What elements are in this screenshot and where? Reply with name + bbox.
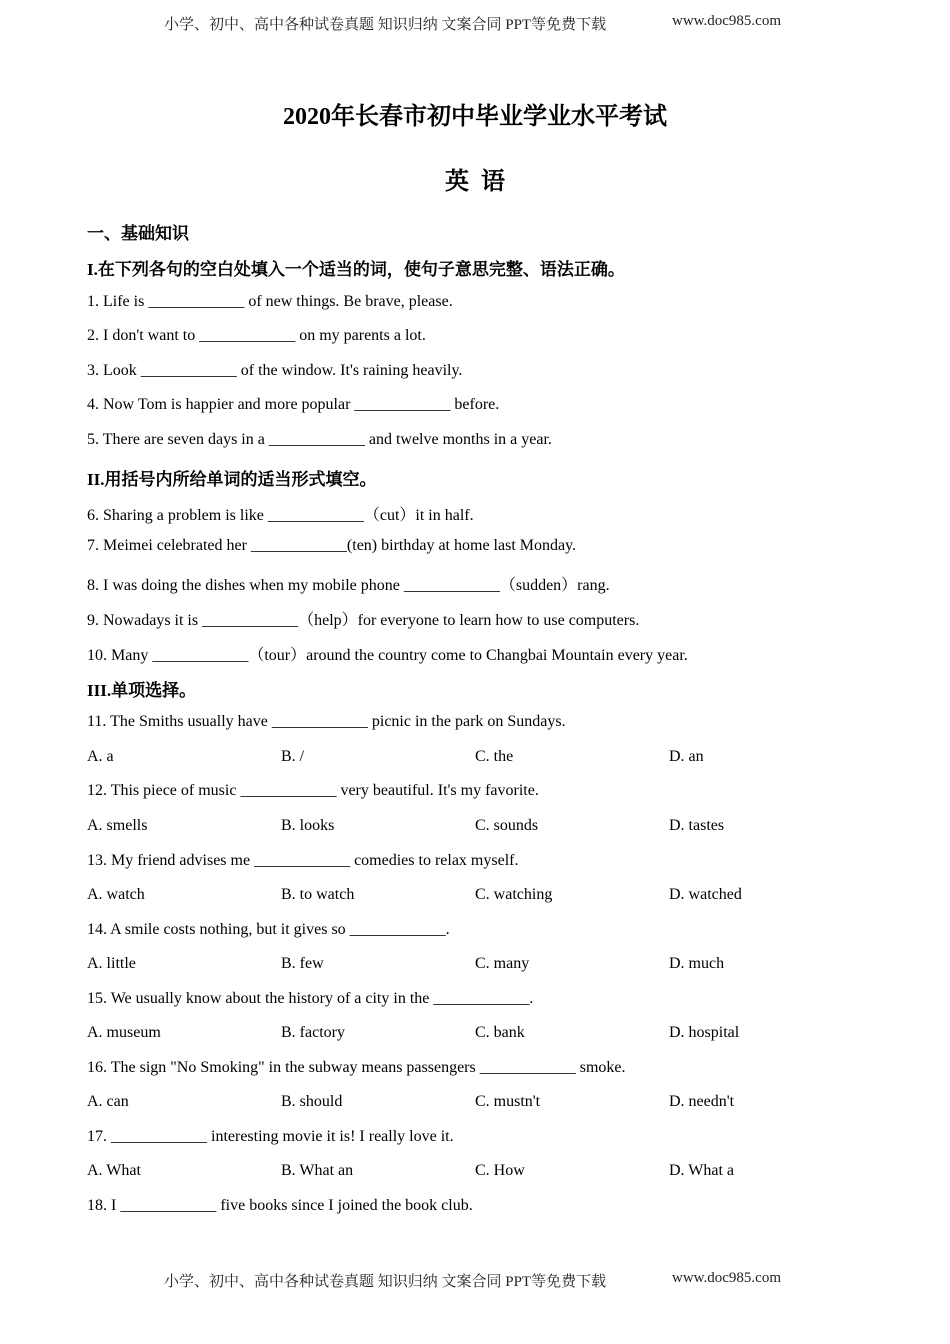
exam-subject: 英语 bbox=[445, 169, 517, 195]
question-line: 11. The Smiths usually have ____________ picnic in the park on Sundays. bbox=[87, 713, 566, 730]
option-c: C. sounds bbox=[475, 817, 539, 834]
section-heading: I.在下列各句的空白处填入一个适当的词，使句子意思完整、语法正确。 bbox=[87, 260, 625, 279]
option-c: C. the bbox=[475, 748, 514, 765]
option-a: A. museum bbox=[87, 1024, 161, 1041]
option-a: A. smells bbox=[87, 817, 148, 834]
question-line: 2. I don't want to ____________ on my parents a lot. bbox=[87, 327, 426, 344]
answer-options bbox=[87, 817, 887, 837]
question-line: 8. I was doing the dishes when my mobile phone ____________（sudden）rang. bbox=[87, 577, 610, 594]
question-line: 10. Many ____________（tour）around the country come to Changbai Mountain every year. bbox=[87, 647, 688, 664]
option-a: A. little bbox=[87, 955, 136, 972]
answer-options bbox=[87, 1024, 887, 1044]
option-d: D. watched bbox=[669, 886, 742, 903]
answer-options bbox=[87, 1093, 887, 1113]
option-d: D. tastes bbox=[669, 817, 725, 834]
question-line: 3. Look ____________ of the window. It's raining heavily. bbox=[87, 362, 463, 379]
option-c: C. mustn't bbox=[475, 1093, 541, 1110]
footer-url: www.doc985.com bbox=[672, 1270, 782, 1286]
answer-options bbox=[87, 748, 887, 768]
question-line: 7. Meimei celebrated her ____________(ten) birthday at home last Monday. bbox=[87, 537, 577, 554]
exam-title: 2020年长春市初中毕业学业水平考试 bbox=[283, 104, 667, 130]
question-line: 5. There are seven days in a ____________ and twelve months in a year. bbox=[87, 431, 552, 448]
option-a: A. What bbox=[87, 1162, 141, 1179]
option-d: D. needn't bbox=[669, 1093, 735, 1110]
option-a: A. watch bbox=[87, 886, 145, 903]
question-line: 18. I ____________ five books since I joined the book club. bbox=[87, 1197, 473, 1214]
option-b: B. What an bbox=[281, 1162, 354, 1179]
option-b: B. few bbox=[281, 955, 324, 972]
option-c: C. many bbox=[475, 955, 530, 972]
option-a: A. can bbox=[87, 1093, 129, 1110]
option-c: C. bank bbox=[475, 1024, 525, 1041]
question-line: 9. Nowadays it is ____________（help）for everyone to learn how to use computers. bbox=[87, 612, 640, 629]
answer-options bbox=[87, 1162, 887, 1182]
option-b: B. factory bbox=[281, 1024, 345, 1041]
question-line: 4. Now Tom is happier and more popular ____________ before. bbox=[87, 396, 500, 413]
option-d: D. an bbox=[669, 748, 704, 765]
question-line: 6. Sharing a problem is like ____________（cut）it in half. bbox=[87, 507, 474, 524]
question-line: 14. A smile costs nothing, but it gives so ____________. bbox=[87, 921, 450, 938]
header-url: www.doc985.com bbox=[672, 13, 782, 29]
header-tagline: 小学、初中、高中各种试卷真题 知识归纳 文案合同 PPT等免费下载 bbox=[164, 17, 607, 33]
section-heading: III.单项选择。 bbox=[87, 681, 197, 700]
option-c: C. How bbox=[475, 1162, 525, 1179]
question-line: 16. The sign "No Smoking" in the subway means passengers ____________ smoke. bbox=[87, 1059, 626, 1076]
option-a: A. a bbox=[87, 748, 114, 765]
question-line: 15. We usually know about the history of a city in the ____________. bbox=[87, 990, 534, 1007]
question-line: 1. Life is ____________ of new things. Be brave, please. bbox=[87, 293, 453, 310]
question-line: 12. This piece of music ____________ very beautiful. It's my favorite. bbox=[87, 782, 539, 799]
part-heading: 一、基础知识 bbox=[87, 224, 189, 243]
answer-options bbox=[87, 955, 887, 975]
answer-options bbox=[87, 886, 887, 906]
option-b: B. to watch bbox=[281, 886, 355, 903]
option-b: B. looks bbox=[281, 817, 335, 834]
option-d: D. hospital bbox=[669, 1024, 740, 1041]
option-b: B. should bbox=[281, 1093, 343, 1110]
option-c: C. watching bbox=[475, 886, 553, 903]
question-line: 17. ____________ interesting movie it is! I really love it. bbox=[87, 1128, 454, 1145]
option-d: D. much bbox=[669, 955, 725, 972]
question-line: 13. My friend advises me ____________ comedies to relax myself. bbox=[87, 852, 519, 869]
footer-tagline: 小学、初中、高中各种试卷真题 知识归纳 文案合同 PPT等免费下载 bbox=[164, 1274, 607, 1290]
option-d: D. What a bbox=[669, 1162, 735, 1179]
option-b: B. / bbox=[281, 748, 305, 765]
section-heading: II.用括号内所给单词的适当形式填空。 bbox=[87, 470, 377, 489]
